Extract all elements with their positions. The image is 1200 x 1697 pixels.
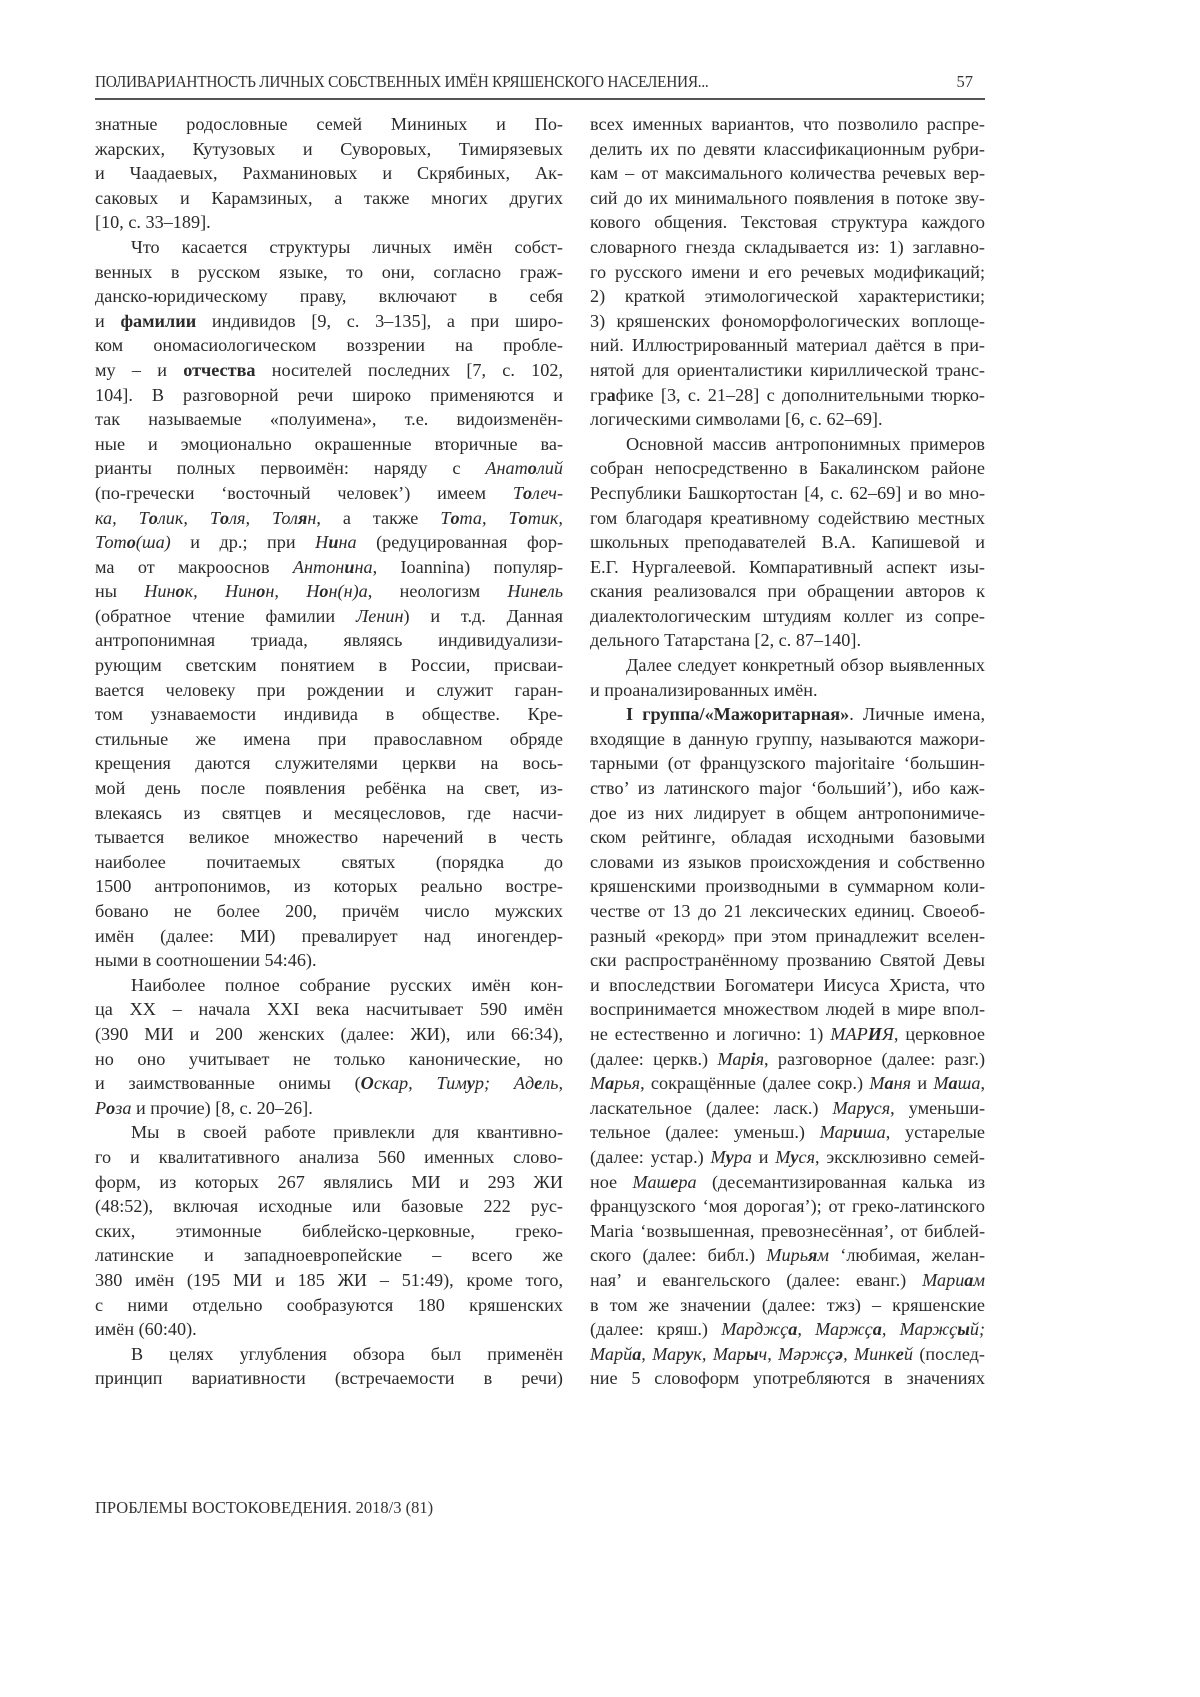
text-line: ная’ и евангельского (далее: еванг.) Мариам — [590, 1269, 985, 1290]
text-line: ными в соотношении 54:46). — [95, 950, 317, 971]
text-line: латинские и западноевропейские – всего же — [95, 1245, 563, 1266]
text-line: саковых и Карамзиных, а также многих других — [95, 187, 563, 208]
text-line: и фамилии индивидов [9, с. 3–135], а при широ- — [95, 310, 563, 331]
text-line: кового общения. Текстовая структура каждого — [590, 212, 985, 233]
text-line: наиболее почитаемых святых (порядка до — [95, 851, 563, 872]
text-line: (далее: церкв.) Марія, разговорное (далее: разг.) — [590, 1048, 985, 1069]
text-line: Роза и прочие) [8, с. 20–26]. — [95, 1097, 313, 1118]
text-line: ком ономасиологическом воззрении на пробле- — [95, 335, 563, 356]
text-line: Марья, сокращённые (далее сокр.) Маня и Маша, — [590, 1073, 986, 1094]
text-line: (48:52), включая исходные или базовые 222 рус- — [95, 1196, 563, 1217]
text-line: Республики Башкортостан [4, с. 62–69] и во мно- — [590, 482, 985, 503]
text-line: сий до их минимального появления в потоке зву- — [590, 187, 985, 208]
text-line: жарских, Кутузовых и Суворовых, Тимирязевых — [95, 138, 563, 159]
text-line: и впоследствии Богоматери Иисуса Христа, что — [590, 974, 985, 995]
text-line: ски распространённому прозванию Святой Девы — [590, 950, 985, 971]
text-line: Марйа, Марук, Марыч, Мәржҫә, Минкей (послед- — [590, 1343, 985, 1364]
text-line: принцип вариативности (встречаемости в речи) — [95, 1368, 563, 1389]
text-line: влекаясь из святцев и месяцесловов, где насчи- — [95, 802, 563, 823]
left-column — [95, 112, 563, 1391]
text-line: имён (60:40). — [95, 1319, 197, 1340]
page-number: 57 — [956, 72, 973, 91]
text-line: ний. Иллюстрированный материал даётся в при- — [590, 335, 985, 356]
text-line: диалектологическим штудиям коллег из сопре- — [590, 605, 985, 626]
text-line: рующим светским понятием в России, присваи- — [95, 655, 563, 676]
text-line: словарного гнезда складывается из: 1) заглавно- — [590, 236, 985, 257]
text-line: разный «рекорд» при этом принадлежит вселен- — [590, 925, 985, 946]
text-line: собран непосредственно в Бакалинском районе — [590, 458, 985, 479]
text-line: бовано не более 200, причём число мужских — [95, 901, 563, 921]
text-line: воспринимается множеством людей в мире впол- — [590, 999, 985, 1020]
text-line: дое из них лидирует в общем антропонимиче- — [590, 802, 985, 823]
text-line: мой день после появления ребёнка на свет, из- — [95, 778, 563, 799]
text-line: и проанализированных имён. — [590, 679, 818, 700]
text-line: Тото(ша) и др.; при Нина (редуцированная фор- — [95, 532, 563, 553]
text-line: Что касается структуры личных имён собст- — [131, 236, 563, 257]
text-line: тарными (от французского majoritaire ‘большин- — [590, 753, 985, 774]
text-line: форм, из которых 267 являлись МИ и 293 ЖИ — [95, 1171, 563, 1192]
text-line: 104]. В разговорной речи широко применяются и — [95, 384, 563, 405]
text-line: В целях углубления обзора был применён — [131, 1343, 563, 1364]
running-header — [95, 72, 985, 100]
text-line: графике [3, с. 21–28] с дополнительными тюрко- — [590, 384, 985, 405]
text-line: ние 5 словоформ употребляются в значениях — [590, 1368, 985, 1389]
text-line: рианты полных первоимён: наряду с Анатолий — [95, 458, 563, 479]
text-line: 3) кряшенских фономорфологических воплоще- — [590, 310, 985, 331]
text-line: 2) краткой этимологической характеристики; — [590, 286, 985, 307]
text-line: данско-юридическому праву, включают в себя — [95, 286, 563, 307]
text-line: (далее: кряш.) Марджҫа, Маржҫа, Маржҫый; — [590, 1319, 985, 1340]
text-line: Наиболее полное собрание русских имён кон- — [131, 974, 563, 995]
text-line: словами из языков происхождения и собственно — [590, 851, 985, 872]
text-line: ны Нинок, Нинон, Нон(н)а, неологизм Нинель — [95, 581, 563, 602]
text-line: тельное (далее: уменьш.) Мариша, устарелые — [590, 1122, 985, 1143]
text-line: но оно учитывает не только канонические, но — [95, 1048, 563, 1069]
text-line: Е.Г. Нургалеевой. Компаративный аспект изы- — [590, 556, 985, 577]
running-title: ПОЛИВАРИАНТНОСТЬ ЛИЧНЫХ СОБСТВЕННЫХ ИМЁН КРЯШЕНСКОГО НАСЕЛЕНИЯ... — [95, 72, 709, 91]
text-line: и заимствованные онимы (Оскар, Тимур; Адель, — [95, 1073, 564, 1094]
text-line: ные и эмоционально окрашенные вторичные ва- — [95, 433, 563, 454]
text-line: Основной массив антропонимных примеров — [626, 433, 985, 454]
text-line: гом благодаря креативному содействию местных — [590, 507, 985, 528]
text-line: антропонимная триада, являясь индивидуализи- — [95, 630, 563, 651]
text-line: стильные же имена при православном обряде — [95, 728, 563, 749]
text-line: Мы в своей работе привлекли для квантивно- — [131, 1122, 563, 1143]
text-line: входящие в данную группу, называются мажори- — [590, 728, 985, 749]
text-line: му – и отчества носителей последних [7, с. 102, — [95, 359, 563, 380]
text-line: ских, этимонные библейско-церковные, греко- — [95, 1220, 563, 1241]
text-line: знатные родословные семей Мининых и По- — [95, 114, 563, 134]
text-line: не естественно и логично: 1) МАРИЯ, церковное — [590, 1023, 985, 1044]
text-line: делить их по девяти классификационным рубри- — [590, 138, 985, 159]
text-line: Далее следует конкретный обзор выявленных — [626, 655, 985, 676]
text-line: дельного Татарстана [2, с. 87–140]. — [590, 630, 862, 651]
text-line: го и квалитативного анализа 560 именных слово- — [95, 1146, 563, 1167]
text-line: го русского имени и его речевых модификаций; — [590, 261, 985, 282]
text-line: (обратное чтение фамилии Ленин) и т.д. Данная — [95, 605, 563, 626]
journal-footer: ПРОБЛЕМЫ ВОСТОКОВЕДЕНИЯ. 2018/3 (81) — [95, 1498, 434, 1517]
text-line: [10, с. 33–189]. — [95, 212, 211, 233]
text-line: в том же значении (далее: тжз) – кряшенские — [590, 1294, 985, 1315]
text-line: всех именных вариантов, что позволило распре- — [590, 114, 985, 134]
text-line: логическими символами [6, с. 62–69]. — [590, 409, 883, 430]
text-line: честве от 13 до 21 лексических единиц. Своеоб- — [590, 901, 985, 921]
text-line: школьных преподавателей В.А. Капишевой и — [590, 532, 985, 553]
text-line: ка, Толик, Толя, Толян, а также Тота, Тотик, — [95, 507, 563, 528]
text-line: (далее: устар.) Мура и Муся, эксклюзивно семей- — [590, 1146, 985, 1167]
text-line: ласкательное (далее: ласк.) Маруся, уменьши- — [590, 1097, 986, 1118]
text-line: ное Машера (десемантизированная калька из — [590, 1171, 986, 1192]
text-line: вается человеку при рождении и служит гаран- — [95, 679, 563, 700]
text-line: скания реализовался при обращении авторов к — [590, 581, 985, 602]
text-line: кам – от максимального количества речевых вер- — [590, 163, 985, 184]
text-line: ца XX – начала XXI века насчитывает 590 имён — [95, 999, 563, 1020]
text-line: ство’ из латинского major ‘больший’), ибо каж- — [590, 778, 985, 799]
text-line: (390 МИ и 200 женских (далее: ЖИ), или 66:34), — [95, 1023, 563, 1044]
text-line: том узнаваемости индивида в обществе. Кре- — [95, 704, 563, 725]
text-line: 380 имён (195 МИ и 185 ЖИ – 51:49), кроме того, — [95, 1269, 563, 1290]
text-line: имён (далее: МИ) превалирует над иногендер- — [95, 925, 563, 946]
text-line: ском рейтинге, обладая исходными базовыми — [590, 827, 985, 848]
text-line: 1500 антропонимов, из которых реально востре- — [95, 876, 563, 897]
text-line: с ними отдельно сообразуются 180 кряшенских — [95, 1294, 563, 1315]
text-line: французского ‘моя дорогая’); от греко-латинского — [590, 1196, 985, 1217]
text-line: так называемые «полуимена», т.е. видоизменён- — [95, 409, 563, 430]
text-line: и Чаадаевых, Рахманиновых и Скрябиных, Ак- — [95, 163, 563, 184]
text-line: ма от макрооснов Антонина, Ioannina) популяр- — [95, 556, 563, 577]
text-line: нятой для ориенталистики кириллической транс- — [590, 359, 985, 380]
text-line: крещения даются служителями церкви на вось- — [95, 753, 563, 774]
text-line: кряшенскими производными в суммарном коли- — [590, 876, 985, 897]
text-line: (по-гречески ‘восточный человек’) имеем Толеч- — [95, 482, 563, 503]
text-line: Maria ‘возвышенная, превознесённая’, от библей- — [590, 1220, 985, 1241]
text-line: тывается великое множество наречений в честь — [95, 827, 563, 848]
text-line: венных в русском языке, то они, согласно граж- — [95, 261, 563, 282]
text-line: ского (далее: библ.) Мирьям ‘любимая, желан- — [590, 1245, 985, 1266]
text-line: I группа/«Мажоритарная». Личные имена, — [626, 704, 985, 725]
right-column — [590, 112, 985, 1391]
